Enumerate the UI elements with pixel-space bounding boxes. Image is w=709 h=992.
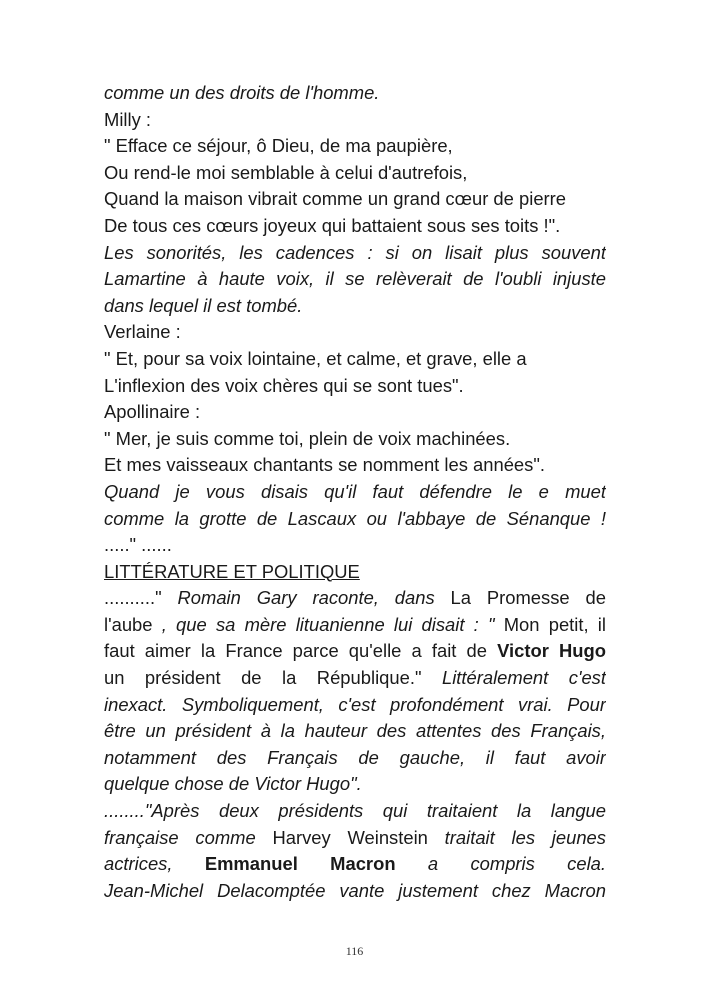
text-run: actrices,	[104, 853, 205, 875]
text-line: Les sonorités, les cadences : si on lisait plus souvent	[104, 241, 606, 263]
text-run: traitait les jeunes	[427, 826, 606, 848]
poem-line: " Efface ce séjour, ô Dieu, de ma paupière,	[104, 135, 453, 157]
text-line: Verlaine :	[104, 321, 181, 343]
text-run: française comme	[104, 826, 273, 848]
book-title: l'aube	[104, 613, 153, 635]
text-run: .........."	[104, 587, 178, 609]
text-run: a compris cela.	[395, 853, 606, 875]
poem-line: Ou rend-le moi semblable à celui d'autrefois,	[104, 161, 468, 183]
poem-line: " Mer, je suis comme toi, plein de voix machinées.	[104, 427, 511, 449]
text-line: Quand je vous disais qu'il faut défendre le e muet	[104, 480, 606, 502]
text-run: Littéralement c'est	[421, 667, 606, 689]
paragraph-line: inexact. Symboliquement, c'est profondément vrai. Pour	[104, 693, 606, 715]
poem-line: " Et, pour sa voix lointaine, et calme, et grave, elle a	[104, 347, 527, 369]
paragraph-line	[104, 825, 606, 852]
text-run: faut aimer la France parce qu'elle a fait de	[104, 640, 498, 662]
page-body	[104, 80, 606, 904]
person-name: Emmanuel Macron	[204, 853, 396, 875]
paragraph-line: notamment des Français de gauche, il faut avoir	[104, 746, 606, 768]
text-line: comme un des droits de l'homme.	[104, 82, 380, 103]
book-title: La Promesse de	[434, 587, 606, 609]
text-line: comme la grotte de Lascaux ou l'abbaye de Sénanque !	[104, 507, 606, 529]
paragraph-line: être un président à la hauteur des attentes des Français,	[104, 720, 606, 742]
paragraph-line	[104, 851, 606, 878]
poem-line: Et mes vaisseaux chantants se nomment les années".	[104, 454, 545, 476]
paragraph-line: quelque chose de Victor Hugo".	[104, 773, 362, 795]
text-run: Romain Gary raconte, dans	[177, 587, 435, 609]
section-heading: LITTÉRATURE ET POLITIQUE	[104, 560, 360, 582]
text-run: un président de la République."	[104, 667, 422, 689]
paragraph-line: Jean-Michel Delacomptée vante justement chez Macron	[104, 879, 606, 901]
text-line: dans lequel il est tombé.	[104, 294, 303, 316]
paragraph-line	[104, 585, 606, 612]
text-run: , que sa mère lituanienne lui disait : "	[152, 613, 495, 635]
poem-line: De tous ces cœurs joyeux qui battaient sous ses toits !".	[104, 214, 561, 236]
person-name: Victor Hugo	[497, 640, 606, 662]
paragraph-line: ........"Après deux présidents qui traitaient la langue	[104, 800, 606, 822]
text-line: Lamartine à haute voix, il se relèverait de l'oubli injuste	[104, 268, 606, 290]
paragraph-line	[104, 638, 606, 665]
poem-line: L'inflexion des voix chères qui se sont tues".	[104, 374, 464, 396]
text-run: Mon petit, il	[494, 613, 606, 635]
text-line: Milly :	[104, 108, 151, 130]
poem-line: Quand la maison vibrait comme un grand cœur de pierre	[104, 188, 567, 210]
person-name: Harvey Weinstein	[272, 826, 428, 848]
page-number: 116	[345, 944, 364, 958]
text-line: Apollinaire :	[104, 401, 201, 423]
text-line: ....." ......	[104, 534, 172, 556]
paragraph-line	[104, 665, 606, 692]
paragraph-line	[104, 612, 606, 639]
